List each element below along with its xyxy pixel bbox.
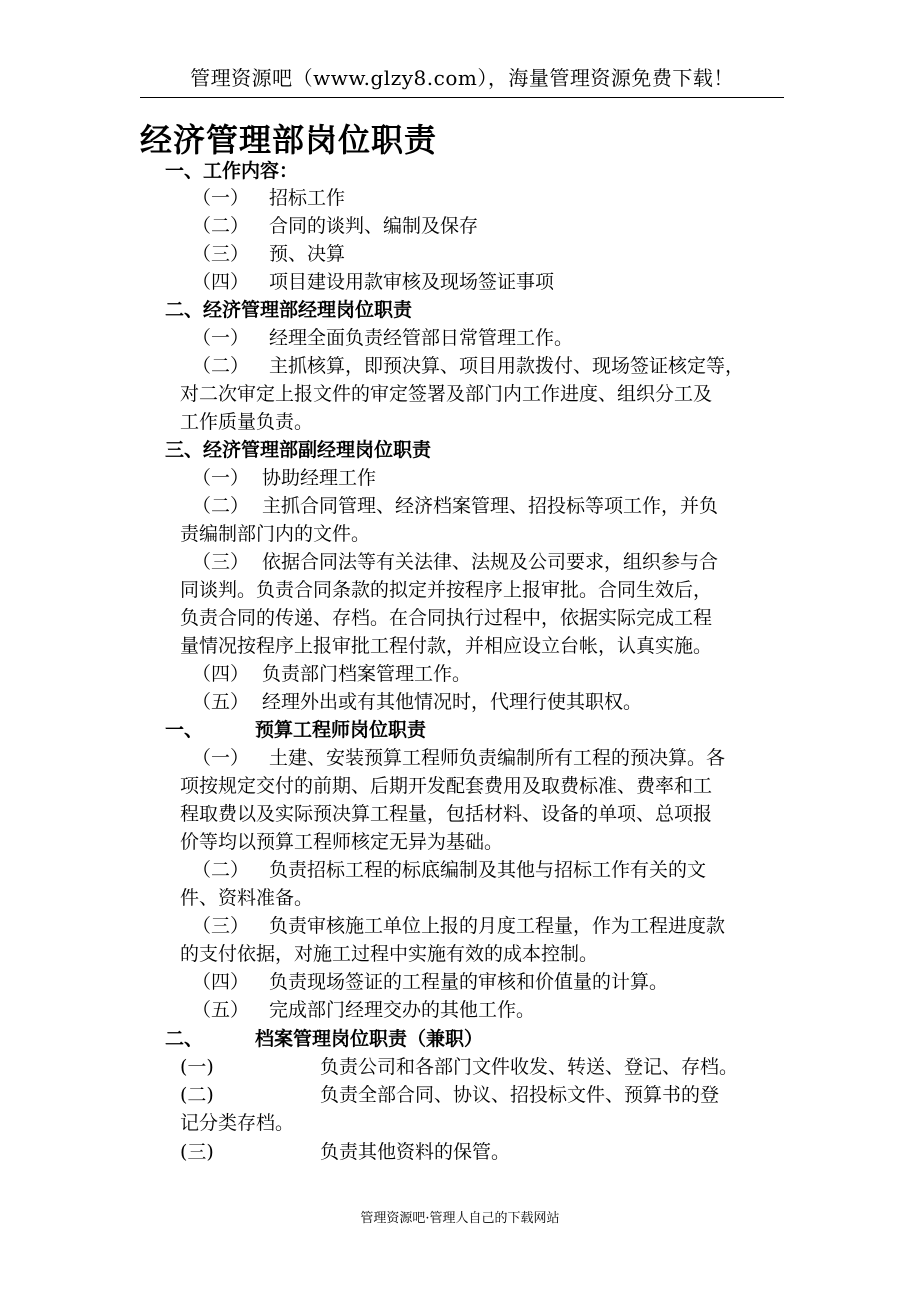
heading-number: 一、: [165, 719, 204, 741]
list-item: [192, 661, 472, 687]
list-item: [192, 325, 574, 351]
list-item: [180, 1082, 720, 1108]
item-text: 主抓核算，即预决算、项目用款拨付、现场签证核定等，: [269, 355, 745, 377]
page-footer: 管理资源吧·管理人自己的下载网站: [360, 1211, 560, 1226]
list-item: [192, 353, 745, 379]
item-text: 负责部门档案管理工作。: [262, 663, 472, 685]
text-line: 同谈判。负责合同条款的拟定并按程序上报审批。合同生效后，: [180, 579, 713, 601]
text-line: 件、资料准备。: [180, 887, 314, 909]
text-line: 项按规定交付的前期、后期开发配套费用及取费标准、费率和工: [180, 775, 713, 797]
heading-number: 二、: [165, 1028, 204, 1050]
item-number: (三): [180, 1141, 214, 1163]
item-text: 主抓合同管理、经济档案管理、招投标等项工作，并负: [262, 495, 719, 517]
item-text: 完成部门经理交办的其他工作。: [269, 999, 536, 1021]
item-number: （一）: [192, 467, 250, 489]
text-line: 负责合同的传递、存档。在合同执行过程中，依据实际完成工程: [180, 607, 713, 629]
item-number: （三）: [192, 551, 250, 573]
list-item: [192, 857, 707, 883]
item-text: 经理外出或有其他情况时，代理行使其职权。: [262, 691, 643, 713]
text-line: 责编制部门内的文件。: [180, 523, 371, 545]
text-line: 程取费以及实际预决算工程量，包括材料、设备的单项、总项报: [180, 803, 713, 825]
list-item: [180, 1054, 739, 1080]
item-number: （五）: [192, 691, 250, 713]
item-number: （三）: [192, 915, 250, 937]
item-number: （二）: [192, 859, 250, 881]
section-2-heading: 二、经济管理部经理岗位职责: [165, 299, 413, 321]
list-item: [192, 493, 719, 519]
heading-text: 预算工程师岗位职责: [255, 719, 427, 741]
text-line: 价等均以预算工程师核定无异为基础。: [180, 831, 504, 853]
text-line: 记分类存档。: [180, 1112, 295, 1134]
item-text: 经理全面负责经管部日常管理工作。: [269, 327, 574, 349]
item-number: （四）: [192, 971, 250, 993]
list-item: [192, 745, 726, 771]
item-number: （一）: [192, 747, 250, 769]
item-text: 协助经理工作: [262, 467, 377, 489]
list-item: [192, 997, 536, 1023]
section-3-heading: 三、经济管理部副经理岗位职责: [165, 439, 432, 461]
text-line: 的支付依据，对施工过程中实施有效的成本控制。: [180, 943, 599, 965]
list-item: [192, 969, 669, 995]
item-text: 负责其他资料的保管。: [320, 1141, 511, 1163]
item-number: （一）: [192, 187, 250, 209]
list-item: [192, 465, 377, 491]
item-text: 土建、安装预算工程师负责编制所有工程的预决算。各: [269, 747, 726, 769]
item-text: 项目建设用款审核及现场签证事项: [269, 271, 555, 293]
item-text: 负责审核施工单位上报的月度工程量，作为工程进度款: [269, 915, 726, 937]
item-text: 预、决算: [269, 243, 346, 265]
header-divider: [140, 97, 784, 98]
text-line: 对二次审定上报文件的审定签署及部门内工作进度、组织分工及: [180, 383, 713, 405]
item-text: 依据合同法等有关法律、法规及公司要求，组织参与合: [262, 551, 719, 573]
document-title: 经济管理部岗位职责: [140, 121, 438, 159]
item-number: (二): [180, 1084, 214, 1106]
item-number: （四）: [192, 271, 250, 293]
heading-text: 档案管理岗位职责（兼职）: [255, 1028, 484, 1050]
section-1-heading: 一、工作内容：: [165, 160, 299, 182]
text-line: 工作质量负责。: [180, 411, 314, 433]
page-header: 管理资源吧（www.glzy8.com），海量管理资源免费下载！: [190, 66, 734, 90]
list-item: [192, 185, 346, 211]
section-4-heading: [165, 717, 427, 743]
list-item: [192, 241, 346, 267]
item-text: 负责公司和各部门文件收发、转送、登记、存档。: [320, 1056, 739, 1078]
item-text: 负责招标工程的标底编制及其他与招标工作有关的文: [269, 859, 707, 881]
item-number: （二）: [192, 355, 250, 377]
list-item: [192, 549, 719, 575]
list-item: [192, 213, 479, 239]
item-number: （五）: [192, 999, 250, 1021]
item-text: 合同的谈判、编制及保存: [269, 215, 479, 237]
list-item: [180, 1139, 511, 1165]
item-number: （二）: [192, 215, 250, 237]
item-text: 负责全部合同、协议、招投标文件、预算书的登: [320, 1084, 720, 1106]
item-text: 负责现场签证的工程量的审核和价值量的计算。: [269, 971, 669, 993]
section-5-heading: [165, 1026, 484, 1052]
item-number: （一）: [192, 327, 250, 349]
item-number: （二）: [192, 495, 250, 517]
list-item: [192, 689, 643, 715]
list-item: [192, 913, 726, 939]
item-text: 招标工作: [269, 187, 346, 209]
list-item: [192, 269, 555, 295]
item-number: （四）: [192, 663, 250, 685]
text-line: 量情况按程序上报审批工程付款，并相应设立台帐，认真实施。: [180, 635, 713, 657]
item-number: (一): [180, 1056, 214, 1078]
item-number: （三）: [192, 243, 250, 265]
